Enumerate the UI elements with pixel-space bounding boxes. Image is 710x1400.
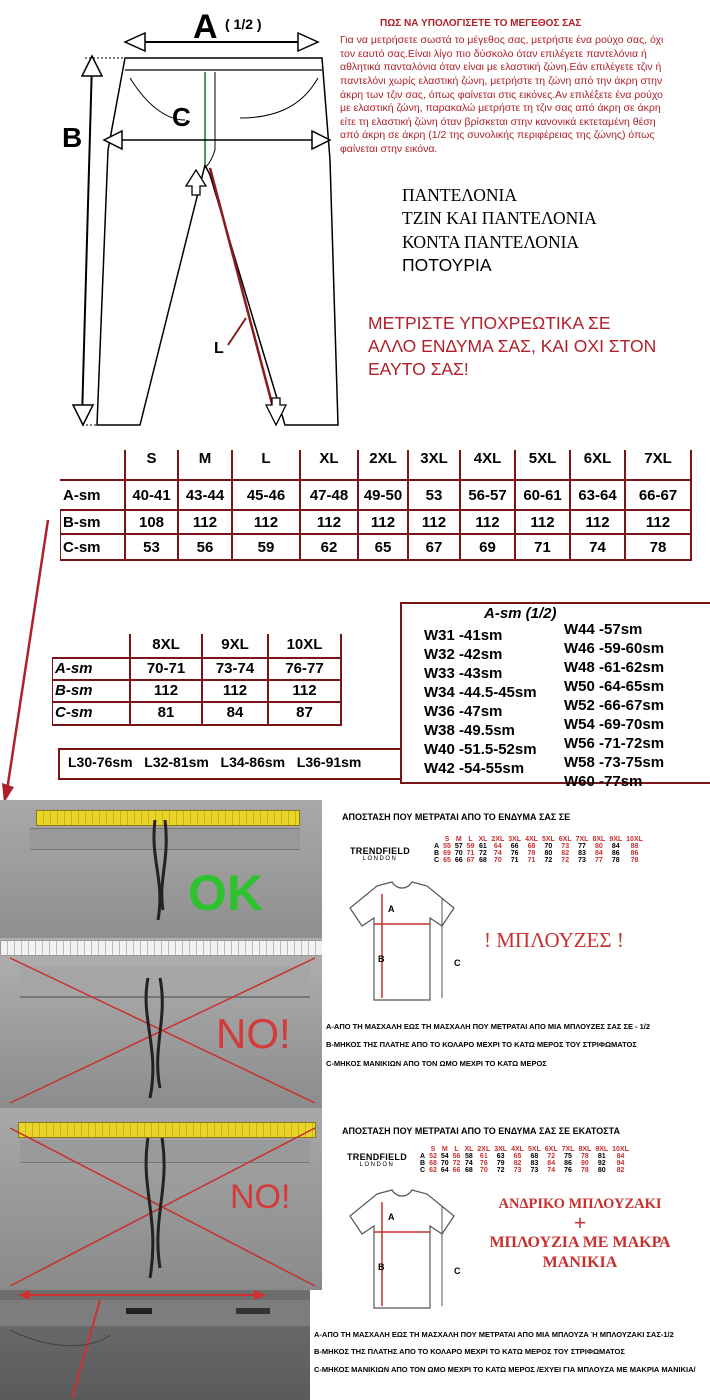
mini-cell: 71 (510, 857, 519, 864)
size-cell: 112 (585, 514, 610, 531)
mini-header: 5XL (541, 836, 555, 843)
mini-cell: 64 (440, 1167, 449, 1174)
mini-cell: 78 (580, 1167, 589, 1174)
mini-cell: 64 (493, 843, 502, 850)
size-cell: 43-44 (185, 487, 225, 504)
size-cell: 40-41 (132, 487, 171, 504)
size-header: L (261, 450, 271, 467)
waist-item: W60 -77sm (564, 773, 643, 790)
waist-item: W46 -59-60sm (564, 640, 665, 657)
size-row-label: B-sm (63, 514, 101, 531)
mini-cell: 73 (530, 1167, 539, 1174)
size-header: XL (319, 450, 339, 467)
mini-cell: 74 (465, 1160, 473, 1167)
mini-cell: 55 (443, 843, 451, 850)
mini-header: 10XL (626, 836, 643, 843)
waist-item: W54 -69-70sm (564, 716, 665, 733)
size-header: 7XL (644, 450, 672, 467)
mini-row-label: A (434, 843, 440, 850)
category-trousers: ΠΑΝΤΕΛΟΝΙΑ (402, 185, 518, 205)
size-cell: 112 (645, 514, 671, 531)
size-cell: 71 (534, 539, 551, 556)
tshirt-note: B-ΜΗΚΟΣ ΤΗΣ ΠΛΑΤΗΣ ΑΠΟ ΤΟ ΚΟΛΑΡΟ ΜΕΧΡΙ ΤΟ ΚΑΤΩ ΜΕΡΟΣ ΤΟΥ ΣΤΡΙΦΩΜΑΤΟΣ (326, 1040, 637, 1050)
tshirt-c: C (454, 958, 461, 968)
longsleeve-icon (342, 1186, 462, 1316)
mini-cell: 73 (561, 843, 570, 850)
mini-cell: 61 (479, 843, 487, 850)
category-list (402, 184, 597, 277)
label-c: C (172, 102, 191, 132)
mini-header: L (454, 1146, 459, 1153)
size-header: 10XL (286, 636, 323, 653)
mini-cell: 83 (578, 850, 586, 857)
mini-header: M (455, 836, 462, 843)
size-row-label: C-sm (55, 704, 93, 721)
mini-cell: 82 (561, 850, 570, 857)
size-header: 6XL (583, 450, 612, 467)
mini-header: XL (464, 1146, 474, 1153)
mini-cell: 78 (630, 857, 639, 864)
waist-title: A-sm (1/2) (484, 605, 557, 622)
size-cell: 112 (316, 514, 342, 531)
mini-cell: 84 (616, 1153, 625, 1160)
category-sweatpants: ΠΟΤΟΥΡΙΑ (402, 254, 492, 275)
size-cell: 62 (320, 539, 338, 556)
mini-header: 7XL (575, 836, 589, 843)
label-l: L (214, 340, 224, 357)
size-cell: 53 (143, 539, 160, 556)
size-header: 2XL (369, 450, 397, 467)
label-a-half: ( 1/2 ) (225, 16, 262, 32)
longsleeve-note: C-ΜΗΚΟΣ ΜΑΝΙΚΙΩΝ ΑΠΟ ΤΟΝ ΩΜΟ ΜΕΧΡΙ ΤΟ ΚΑΤΩ ΜΕΡΟΣ /ΕΧΥΕΙ ΓΙΑ ΜΠΛΟΥΖΑ ΜΕ ΜΑΚΡΙΑ ΜΑΝΙΚΙΑ/ (314, 1364, 696, 1374)
mini-row-label: C (420, 1167, 426, 1174)
waist-item: W32 -42sm (424, 646, 503, 663)
mini-cell: 62 (429, 1167, 437, 1174)
size-cell: 112 (292, 682, 317, 699)
warning-text: ΜΕΤΡΙΣΤΕ ΥΠΟΧΡΕΩΤΙΚΑ ΣΕ ΑΛΛΟ ΕΝΔΥΜΑ ΣΑΣ, ΚΑΙ ΟΧΙ ΣΤΟΝ ΕΑΥΤΟ ΣΑΣ! (368, 313, 657, 379)
mini-cell: 80 (597, 1167, 606, 1174)
longsleeve-brand-name: TRENDFIELD (347, 1152, 407, 1162)
size-cell: 112 (222, 682, 248, 699)
mini-row-label: C (434, 857, 440, 864)
category-jeans: ΤΖΙΝ ΚΑΙ ΠΑΝΤΕΛΟΝΙΑ (402, 208, 597, 229)
size-cell: 112 (530, 514, 555, 531)
mini-header: 3XL (494, 1146, 508, 1153)
mini-cell: 65 (443, 857, 451, 864)
size-header: M (198, 450, 212, 467)
size-row-label: A-sm (63, 487, 101, 504)
size-cell: 47-48 (309, 487, 349, 504)
mini-header: 8XL (592, 836, 606, 843)
mini-cell: 84 (611, 843, 620, 850)
size-cell: 112 (370, 514, 396, 531)
mini-cell: 65 (513, 1153, 522, 1160)
mini-cell: 82 (513, 1160, 522, 1167)
size-cell: 112 (253, 514, 279, 531)
mini-cell: 78 (580, 1153, 589, 1160)
longsleeve-note: A-ΑΠΟ ΤΗ ΜΑΣΧΑΛΗ ΕΩΣ ΤΗ ΜΑΣΧΑΛΗ ΠΟΥ ΜΕΤΡΑΤΑΙ ΑΠΟ ΜΙΑ ΜΠΛΟΥΖΑ Ή ΜΠΛΟΥΖΑΚΙ ΣΑΣ-1/2 (314, 1330, 674, 1339)
label-a: A (193, 8, 218, 46)
mini-cell: 94 (616, 1160, 625, 1167)
size-row-label: B-sm (55, 682, 93, 699)
mini-cell: 81 (597, 1153, 606, 1160)
photo-jeans (0, 1290, 310, 1400)
photo-ok (0, 800, 322, 938)
mini-header: M (441, 1146, 448, 1153)
size-header: 8XL (152, 636, 180, 653)
longsleeve-brand-sub: LONDON (359, 1162, 395, 1168)
mini-header: 2XL (491, 836, 505, 843)
mini-cell: 70 (440, 1160, 449, 1167)
size-cell: 78 (649, 539, 667, 556)
mini-header: S (444, 836, 450, 843)
longsleeve-heading: ΑΠΟΣΤΑΣΗ ΠΟΥ ΜΕΤΡΑΤΑΙ ΑΠΟ ΤΟ ΕΝΔΥΜΑ ΣΑΣ ΣΕ ΕΚΑΤΟΣΤΑ (342, 1126, 620, 1136)
mini-cell: 77 (594, 857, 603, 864)
intro-title: ΠΩΣ ΝΑ ΥΠΟΛΟΓΙΣΕΤΕ ΤΟ ΜΕΓΕΘΟΣ ΣΑΣ (380, 18, 582, 29)
mini-cell: 63 (496, 1153, 505, 1160)
mini-header: 8XL (578, 1146, 592, 1153)
label-b: B (62, 122, 83, 153)
size-cell: 112 (153, 682, 179, 699)
mini-cell: 82 (616, 1167, 625, 1174)
longsleeve-brand (340, 1152, 414, 1168)
mini-cell: 70 (454, 850, 463, 857)
mini-header: 9XL (609, 836, 623, 843)
longsleeve-c: C (454, 1266, 461, 1276)
size-cell: 56-57 (468, 487, 507, 504)
tshirt-b: B (378, 954, 385, 964)
mini-cell: 76 (510, 850, 519, 857)
tshirt-table (432, 836, 645, 864)
mini-cell: 72 (452, 1160, 461, 1167)
longsleeve-notes (314, 1330, 704, 1382)
size-cell: 84 (226, 704, 244, 721)
waist-right-list (564, 620, 664, 791)
tshirt-brand-sub: LONDON (362, 856, 398, 862)
mini-cell: 72 (496, 1167, 505, 1174)
size-cell: 66-67 (638, 487, 678, 504)
waist-item: W38 -49.5sm (424, 722, 515, 739)
size-cell: 49-50 (363, 487, 403, 504)
tshirt-brand (345, 846, 415, 862)
size-cell: 65 (374, 539, 392, 556)
mini-cell: 58 (465, 1153, 473, 1160)
photo-no-1 (0, 938, 322, 1108)
size-cell: 108 (138, 514, 165, 531)
mini-cell: 76 (479, 1160, 488, 1167)
mini-cell: 68 (530, 1153, 539, 1160)
size-header: 5XL (528, 450, 557, 467)
waist-item: W33 -43sm (424, 665, 503, 682)
mini-cell: 78 (527, 850, 536, 857)
longsleeve-title-1: ΑΝΔΡΙΚΟ ΜΠΛΟΥΖΑΚΙ (498, 1196, 662, 1212)
waist-box (400, 602, 710, 790)
mini-cell: 72 (561, 857, 570, 864)
mini-cell: 68 (479, 857, 487, 864)
mini-cell: 69 (443, 850, 451, 857)
mini-header: L (468, 836, 473, 843)
mini-cell: 72 (547, 1153, 556, 1160)
mini-corner (418, 1146, 427, 1153)
drawstring-icon (130, 820, 190, 930)
waist-item: W40 -51.5-52sm (424, 741, 537, 758)
mini-cell: 71 (527, 857, 536, 864)
size-cell: 67 (425, 539, 443, 556)
mini-cell: 83 (530, 1160, 539, 1167)
size-header: 9XL (221, 636, 249, 653)
size-cell: 112 (421, 514, 447, 531)
mini-cell: 79 (496, 1160, 505, 1167)
mini-cell: 66 (454, 857, 463, 864)
mini-header: XL (478, 836, 488, 843)
mini-header: 9XL (595, 1146, 609, 1153)
mini-cell: 73 (513, 1167, 522, 1174)
longsleeve-table (418, 1146, 631, 1174)
mini-header: 10XL (612, 1146, 629, 1153)
waist-item: W48 -61-62sm (564, 659, 665, 676)
length-row-box (58, 748, 400, 780)
intro-body: Για να μετρήσετε σωστά το μέγεθος σας, μετρήστε ένα ρούχο σας, όχι τον εαυτό σας.Είναι λίγο πιο δύσκολο όταν επιλέγετε παντελόνια ή αθλητικά πανταλόνια όταν είναι με ελαστική ζώνη.Εάν επιλέγετε τζιν ή παντελόνι χωρίς ελαστική ζώνη, μετρήστε τη ζώνη από την άκρη στην άκρη των τζιν σας, όπως φαίνεται στις εικόνες.Αν επιλέξετε ένα ρούχο με ελαστική ζώνη, παρακαλώ μετρήστε τη τζιν σας από άκρη σε άκρη είτε τη ελαστική ζώνη όταν βρίσκεται στην κανονικά εκτεταμένη θέση από άκρη σε άκρη (1/2 της συνολικής περιφέρειας της ζώνης) όπως φαίνεται στην εικόνα. (340, 34, 664, 156)
size-cell: 112 (475, 514, 500, 531)
size-header: S (146, 450, 157, 467)
mini-cell: 84 (594, 850, 603, 857)
mini-row-label: A (420, 1153, 426, 1160)
waist-item: W44 -57sm (564, 621, 643, 638)
tshirt-a: A (388, 904, 395, 914)
size-cell: 87 (296, 704, 313, 721)
size-cell: 70-71 (146, 660, 186, 677)
mini-cell: 68 (527, 843, 536, 850)
size-cell: 45-46 (246, 487, 286, 504)
size-cell: 56 (196, 539, 214, 556)
no-label-2: NO! (230, 1178, 291, 1216)
longsleeve-titles (470, 1196, 690, 1273)
mini-cell: 92 (597, 1160, 606, 1167)
size-row-label: C-sm (63, 539, 101, 556)
mini-cell: 59 (466, 843, 475, 850)
size-cell: 73-74 (215, 660, 255, 677)
mini-header: 4XL (511, 1146, 524, 1153)
mini-cell: 72 (544, 857, 553, 864)
mini-cell: 75 (564, 1153, 572, 1160)
mini-header: 6XL (544, 1146, 558, 1153)
tshirt-title: ! ΜΠΛΟΥΖΕΣ ! (484, 928, 624, 952)
mini-header: 3XL (508, 836, 522, 843)
longsleeve-size-table (418, 1146, 631, 1174)
tshirt-icon (342, 878, 462, 1008)
mini-row-label: B (420, 1160, 426, 1167)
tshirt-brand-name: TRENDFIELD (350, 846, 410, 856)
mini-cell: 73 (578, 857, 586, 864)
mini-cell: 88 (630, 843, 639, 850)
longsleeve-plus: + (573, 1210, 587, 1235)
mini-cell: 56 (452, 1153, 461, 1160)
size-header: 3XL (420, 450, 448, 467)
mini-cell: 86 (630, 850, 639, 857)
category-shorts: ΚΟΝΤΑ ΠΑΝΤΕΛΟΝΙΑ (402, 231, 580, 252)
mini-cell: 52 (429, 1153, 437, 1160)
mini-cell: 66 (452, 1167, 461, 1174)
mini-cell: 68 (429, 1160, 437, 1167)
waist-item: W58 -73-75sm (564, 754, 665, 771)
mini-cell: 76 (564, 1167, 572, 1174)
waist-item: W56 -71-72sm (564, 735, 665, 752)
size-cell: 69 (479, 539, 496, 556)
waist-item: W50 -64-65sm (564, 678, 665, 695)
tshirt-notes (326, 1022, 706, 1077)
mini-cell: 84 (547, 1160, 556, 1167)
size-cell: 53 (425, 487, 443, 504)
length-row: L30-76sm L32-81sm L34-86sm L36-91sm (68, 754, 362, 770)
mini-cell: 74 (547, 1167, 556, 1174)
waist-item: W52 -66-67sm (564, 697, 665, 714)
mini-cell: 86 (564, 1160, 572, 1167)
waist-left-list (424, 626, 537, 778)
mini-row-label: B (434, 850, 440, 857)
waist-item: W42 -54-55sm (424, 760, 525, 777)
mini-corner (432, 836, 441, 843)
tshirt-note: C-ΜΗΚΟΣ ΜΑΝΙΚΙΩΝ ΑΠΟ ΤΟΝ ΩΜΟ ΜΕΧΡΙ ΤΟ ΚΑΤΩ ΜΕΡΟΣ (326, 1058, 547, 1068)
mini-cell: 70 (493, 857, 502, 864)
photo-no-2 (0, 1108, 322, 1290)
waist-item: W36 -47sm (424, 703, 503, 720)
tshirt-size-table (432, 836, 645, 864)
size-table-1 (60, 448, 692, 564)
mini-cell: 67 (466, 857, 475, 864)
size-cell: 76-77 (285, 660, 324, 677)
mini-cell: 80 (594, 843, 603, 850)
mini-header: 5XL (527, 1146, 541, 1153)
longsleeve-a: A (388, 1212, 395, 1222)
mini-cell: 70 (479, 1167, 488, 1174)
mini-header: 2XL (477, 1146, 491, 1153)
size-row-label: A-sm (55, 660, 93, 677)
size-table-2 (52, 632, 342, 728)
longsleeve-b: B (378, 1262, 385, 1272)
mini-cell: 90 (580, 1160, 589, 1167)
size-cell: 59 (257, 539, 275, 556)
mini-header: 6XL (558, 836, 572, 843)
mini-header: 7XL (561, 1146, 575, 1153)
longsleeve-note: B-ΜΗΚΟΣ ΤΗΣ ΠΛΑΤΗΣ ΑΠΟ ΤΟ ΚΟΛΑΡΟ ΜΕΧΡΙ ΤΟ ΚΑΤΩ ΜΕΡΟΣ ΤΟΥ ΣΤΡΙΦΩΜΑΤΟΣ (314, 1347, 625, 1357)
mini-header: S (430, 1146, 436, 1153)
mini-header: 4XL (525, 836, 538, 843)
size-cell: 60-61 (523, 487, 562, 504)
size-cell: 81 (157, 704, 175, 721)
waist-item: W34 -44.5-45sm (424, 684, 537, 701)
mini-cell: 86 (611, 850, 620, 857)
mini-cell: 80 (544, 850, 553, 857)
ok-label: OK (188, 865, 263, 921)
no-label-1: NO! (216, 1010, 291, 1057)
mini-cell: 68 (465, 1167, 473, 1174)
mini-cell: 57 (454, 843, 463, 850)
size-cell: 74 (589, 539, 606, 556)
pointer-arrow (0, 515, 60, 805)
mini-cell: 77 (578, 843, 586, 850)
mini-cell: 78 (611, 857, 620, 864)
size-header: 4XL (473, 450, 502, 467)
trousers-diagram (0, 0, 340, 440)
mini-cell: 71 (466, 850, 475, 857)
mini-cell: 66 (510, 843, 519, 850)
mini-cell: 70 (544, 843, 553, 850)
jeans-measure (0, 1290, 310, 1400)
tshirt-note: A-ΑΠΟ ΤΗ ΜΑΣΧΑΛΗ ΕΩΣ ΤΗ ΜΑΣΧΑΛΗ ΠΟΥ ΜΕΤΡΑΤΑΙ ΑΠΟ ΜΙΑ ΜΠΛΟΥΖΕΣ ΣΑΣ ΣΕ - 1/2 (326, 1022, 651, 1031)
mini-cell: 54 (440, 1153, 449, 1160)
mini-cell: 61 (479, 1153, 488, 1160)
size-cell: 63-64 (578, 487, 617, 504)
size-cell: 112 (192, 514, 218, 531)
mini-cell: 72 (479, 850, 487, 857)
mini-cell: 74 (493, 850, 502, 857)
longsleeve-title-2: ΜΠΛΟΥΖΙΑ ΜΕ ΜΑΚΡΑ ΜΑΝΙΚΙΑ (489, 1234, 671, 1271)
waist-item: W31 -41sm (424, 627, 503, 644)
tshirt-heading: ΑΠΟΣΤΑΣΗ ΠΟΥ ΜΕΤΡΑΤΑΙ ΑΠΟ ΤΟ ΕΝΔΥΜΑ ΣΑΣ ΣΕ (342, 812, 571, 822)
